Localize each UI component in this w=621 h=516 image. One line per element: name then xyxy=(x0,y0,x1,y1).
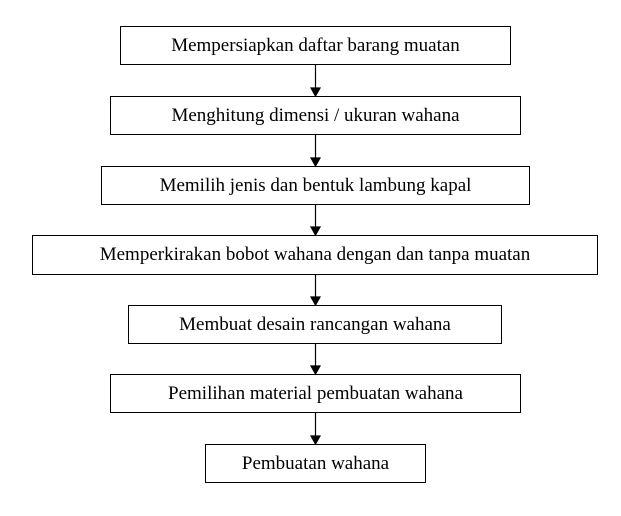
arrow-6-to-7 xyxy=(311,413,320,444)
arrow-4-to-5 xyxy=(311,275,320,305)
step-3-label: Memilih jenis dan bentuk lambung kapal xyxy=(159,174,472,196)
step-3-box xyxy=(101,166,530,205)
step-1-box xyxy=(120,26,511,65)
step-4-label: Memperkirakan bobot wahana dengan dan tanpa muatan xyxy=(99,244,531,265)
arrow-5-to-6 xyxy=(311,344,320,374)
step-2-box xyxy=(110,96,521,135)
step-7-label: Pembuatan wahana xyxy=(241,452,390,474)
step-1-label: Mempersiapkan daftar barang muatan xyxy=(171,34,460,56)
step-6-box xyxy=(110,374,521,413)
arrow-3-to-4 xyxy=(311,205,320,235)
step-4-box xyxy=(32,235,598,275)
step-7-box xyxy=(205,444,426,483)
step-5-label: Membuat desain rancangan wahana xyxy=(179,313,451,335)
step-5-box xyxy=(128,305,502,344)
step-6-label: Pemilihan material pembuatan wahana xyxy=(168,382,463,404)
arrow-1-to-2 xyxy=(311,65,320,96)
arrow-2-to-3 xyxy=(311,135,320,166)
step-2-label: Menghitung dimensi / ukuran wahana xyxy=(171,104,460,126)
